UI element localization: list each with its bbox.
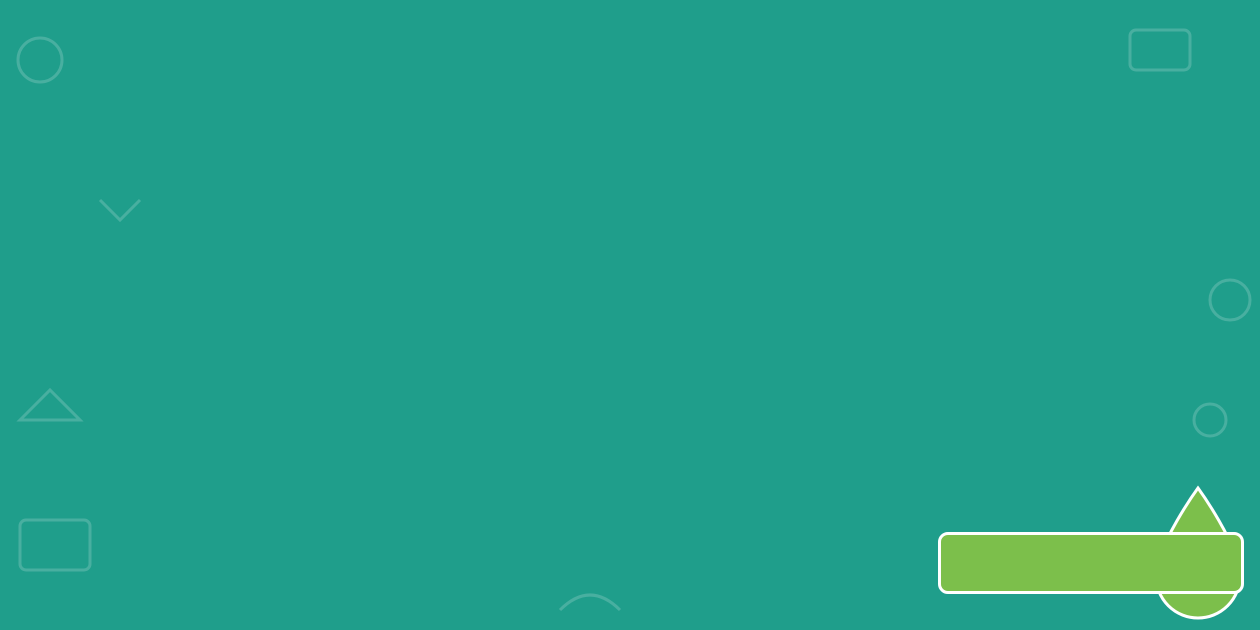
eco-badge	[938, 532, 1244, 594]
